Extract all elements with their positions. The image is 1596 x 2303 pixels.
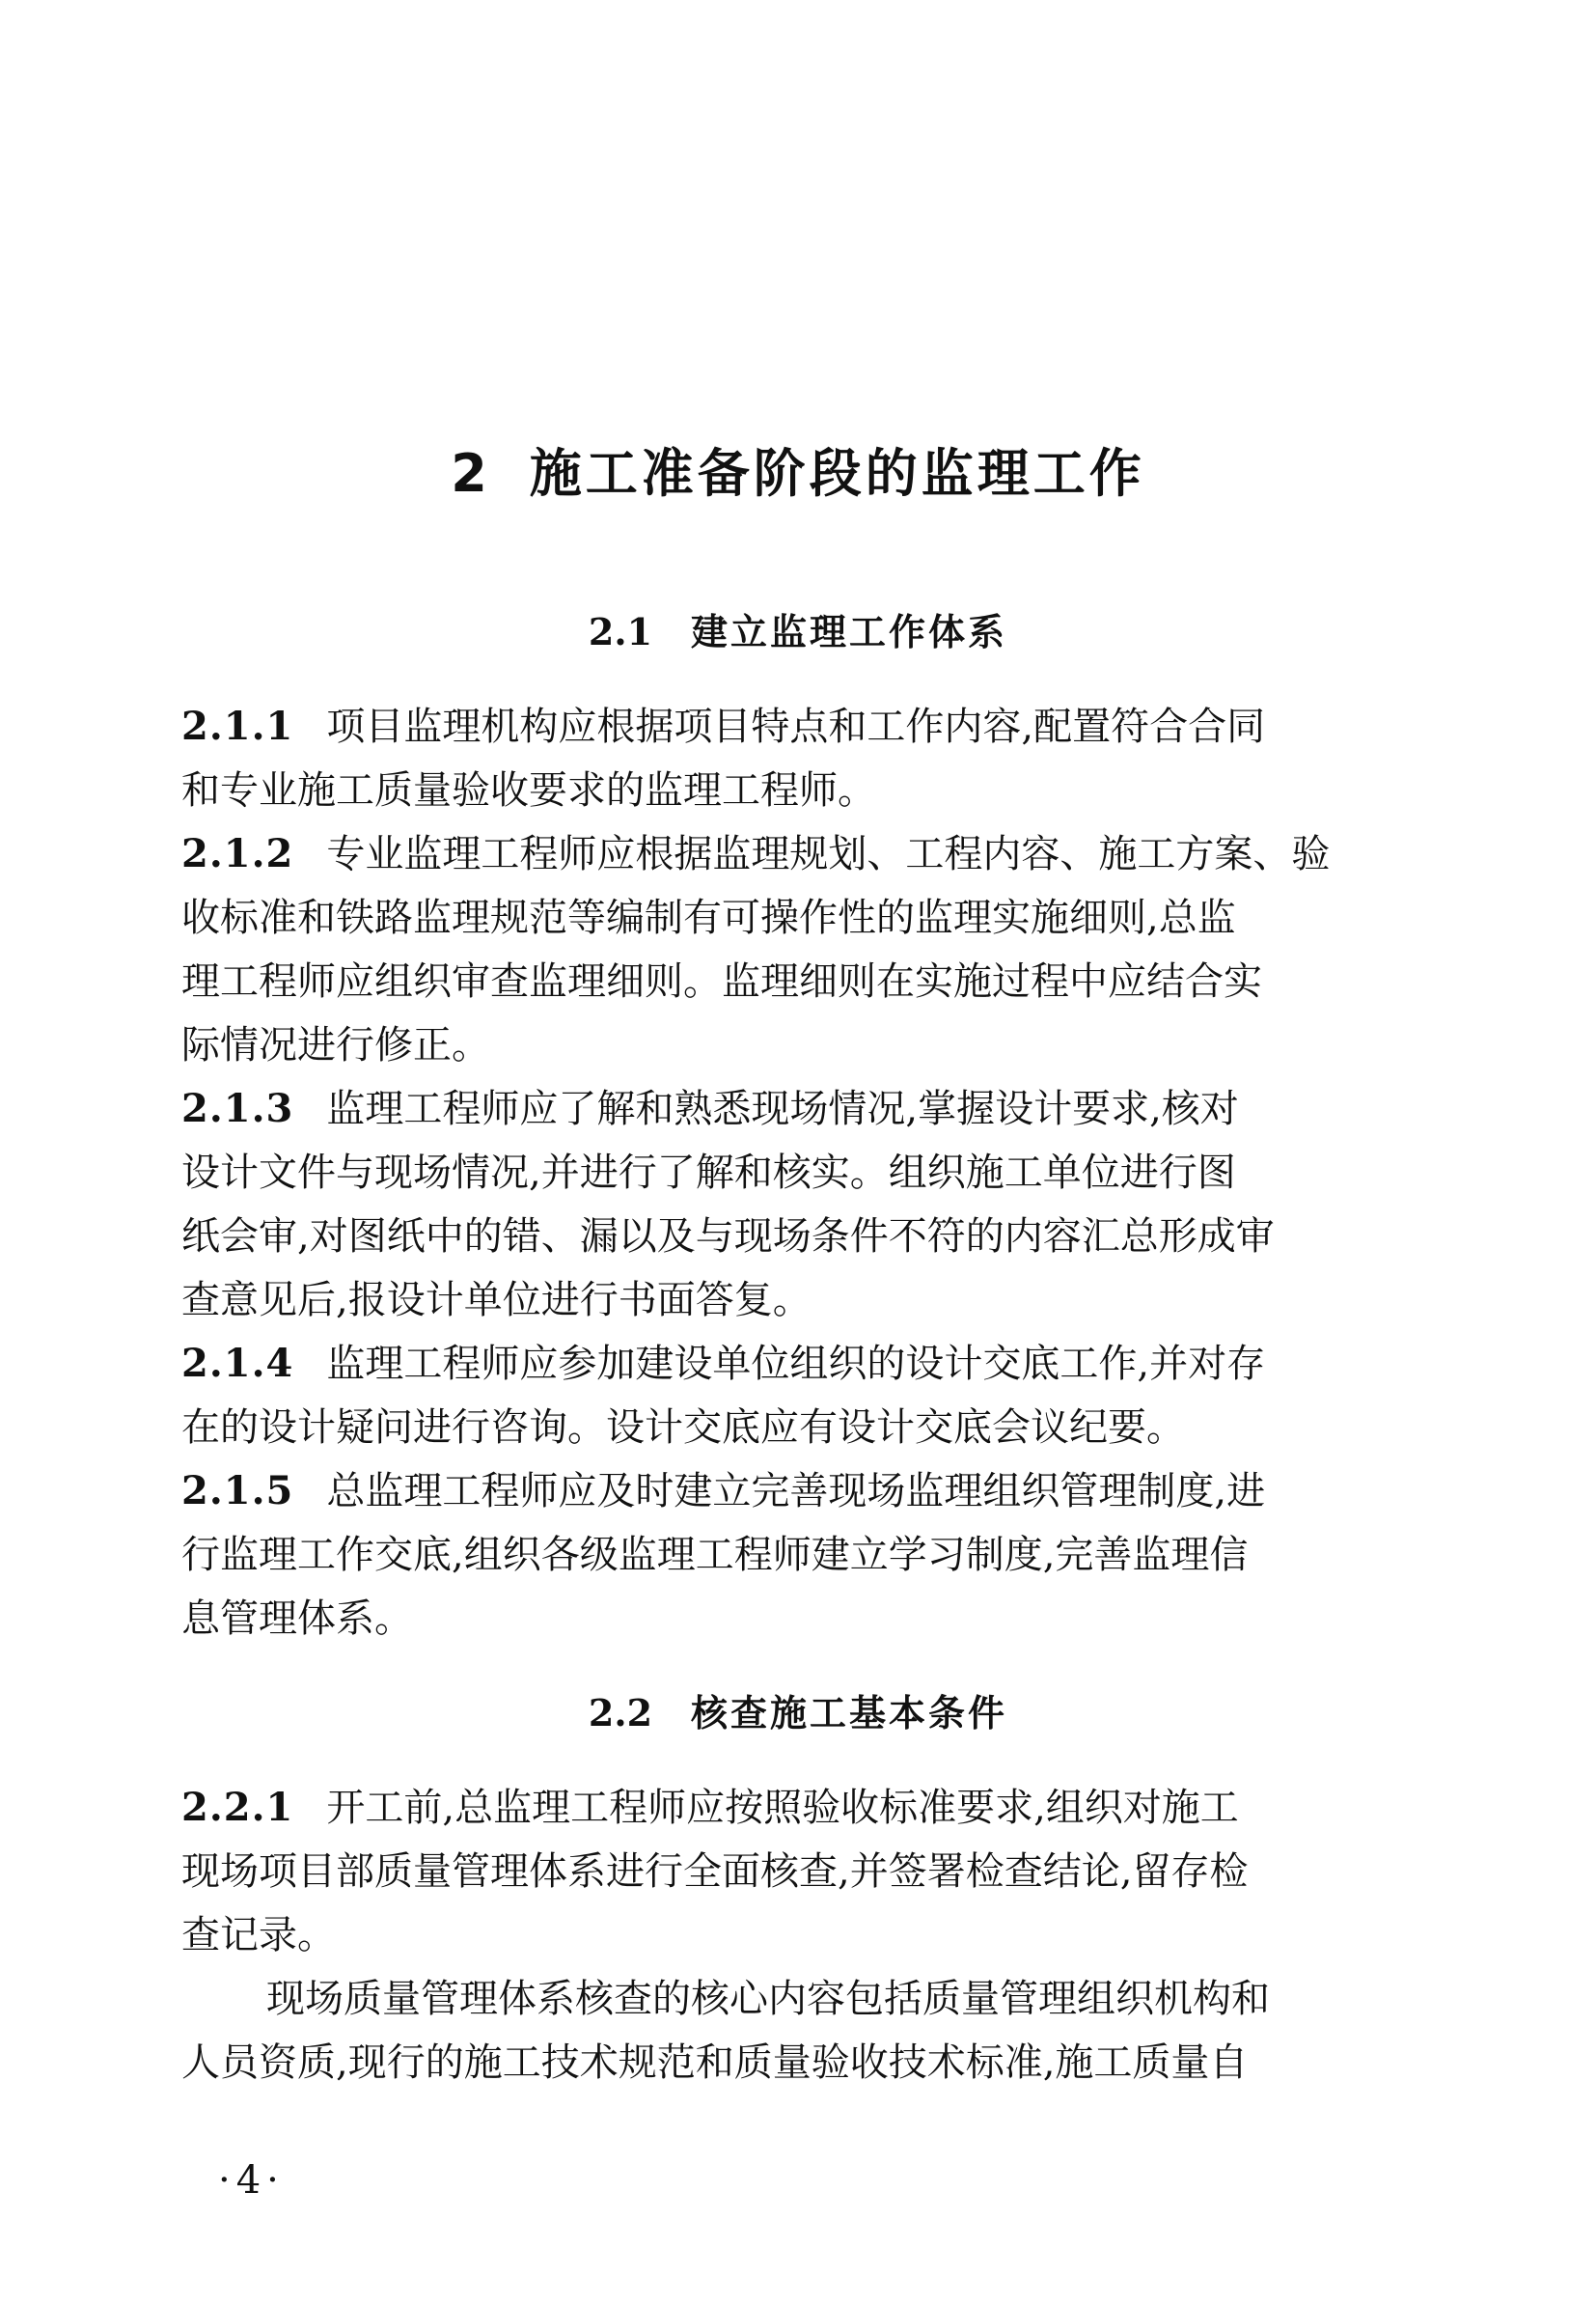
clause-line	[181, 1332, 1388, 1396]
clause-line	[181, 1459, 1388, 1523]
clause-text: 专业监理工程师应根据监理规划、工程内容、施工方案、验	[326, 832, 1331, 876]
clause-line: 际情况进行修正。	[181, 1023, 490, 1068]
chapter-number: 2	[451, 443, 491, 504]
section-number: 2.2	[588, 1691, 653, 1734]
clause-2-1-2	[181, 822, 1388, 1077]
section-title-text: 核查施工基本条件	[691, 1692, 1008, 1734]
section-number: 2.1	[588, 610, 653, 653]
chapter-title	[0, 432, 1596, 507]
section-heading-2-1	[0, 602, 1596, 655]
clause-line: 纸会审,对图纸中的错、漏以及与现场条件不符的内容汇总形成审	[181, 1214, 1275, 1259]
clause-number: 2.1.5	[181, 1468, 294, 1513]
clause-line	[181, 1776, 1388, 1840]
clause-2-1-5	[181, 1459, 1388, 1651]
clause-number: 2.1.2	[181, 831, 294, 876]
paragraph-line: 人员资质,现行的施工技术规范和质量验收技术标准,施工质量自	[181, 2040, 1249, 2085]
clause-text: 项目监理机构应根据项目特点和工作内容,配置符合合同	[326, 705, 1266, 749]
clause-2-1-1	[181, 695, 1388, 822]
chapter-title-text: 施工准备阶段的监理工作	[529, 443, 1145, 504]
clause-line: 和专业施工质量验收要求的监理工程师。	[181, 768, 876, 813]
clause-line: 在的设计疑问进行咨询。设计交底应有设计交底会议纪要。	[181, 1405, 1185, 1450]
clause-2-2-1	[181, 1776, 1388, 1967]
clause-line: 设计文件与现场情况,并进行了解和核实。组织施工单位进行图	[181, 1151, 1236, 1195]
clause-2-1-3	[181, 1077, 1388, 1332]
clause-text: 监理工程师应了解和熟悉现场情况,掌握设计要求,核对	[326, 1087, 1239, 1131]
clause-line: 行监理工作交底,组织各级监理工程师建立学习制度,完善监理信	[181, 1533, 1249, 1577]
paragraph-line: 现场质量管理体系核查的核心内容包括质量管理组织机构和	[266, 1977, 1270, 2021]
clause-number: 2.1.4	[181, 1341, 294, 1386]
clause-line: 理工程师应组织审查监理细则。监理细则在实施过程中应结合实	[181, 959, 1262, 1004]
clause-text: 开工前,总监理工程师应按照验收标准要求,组织对施工	[326, 1786, 1239, 1830]
clause-line: 息管理体系。	[181, 1596, 413, 1641]
page-number: ·4·	[218, 2158, 285, 2203]
body-paragraph	[181, 1967, 1388, 2095]
clause-text: 总监理工程师应及时建立完善现场监理组织管理制度,进	[326, 1469, 1266, 1513]
section-title-text: 建立监理工作体系	[691, 611, 1008, 653]
clause-line	[181, 695, 1388, 759]
clause-line: 查记录。	[181, 1913, 336, 1957]
clause-line: 现场项目部质量管理体系进行全面核查,并签署检查结论,留存检	[181, 1849, 1249, 1894]
clause-line	[181, 822, 1388, 886]
clause-number: 2.2.1	[181, 1785, 294, 1830]
clause-number: 2.1.3	[181, 1086, 294, 1131]
clause-line: 收标准和铁路监理规范等编制有可操作性的监理实施细则,总监	[181, 896, 1236, 940]
clause-2-1-4	[181, 1332, 1388, 1459]
clause-text: 监理工程师应参加建设单位组织的设计交底工作,并对存	[326, 1342, 1266, 1386]
section-heading-2-2	[0, 1683, 1596, 1736]
clause-number: 2.1.1	[181, 704, 294, 749]
clause-line: 查意见后,报设计单位进行书面答复。	[181, 1278, 812, 1322]
clause-line	[181, 1077, 1388, 1141]
